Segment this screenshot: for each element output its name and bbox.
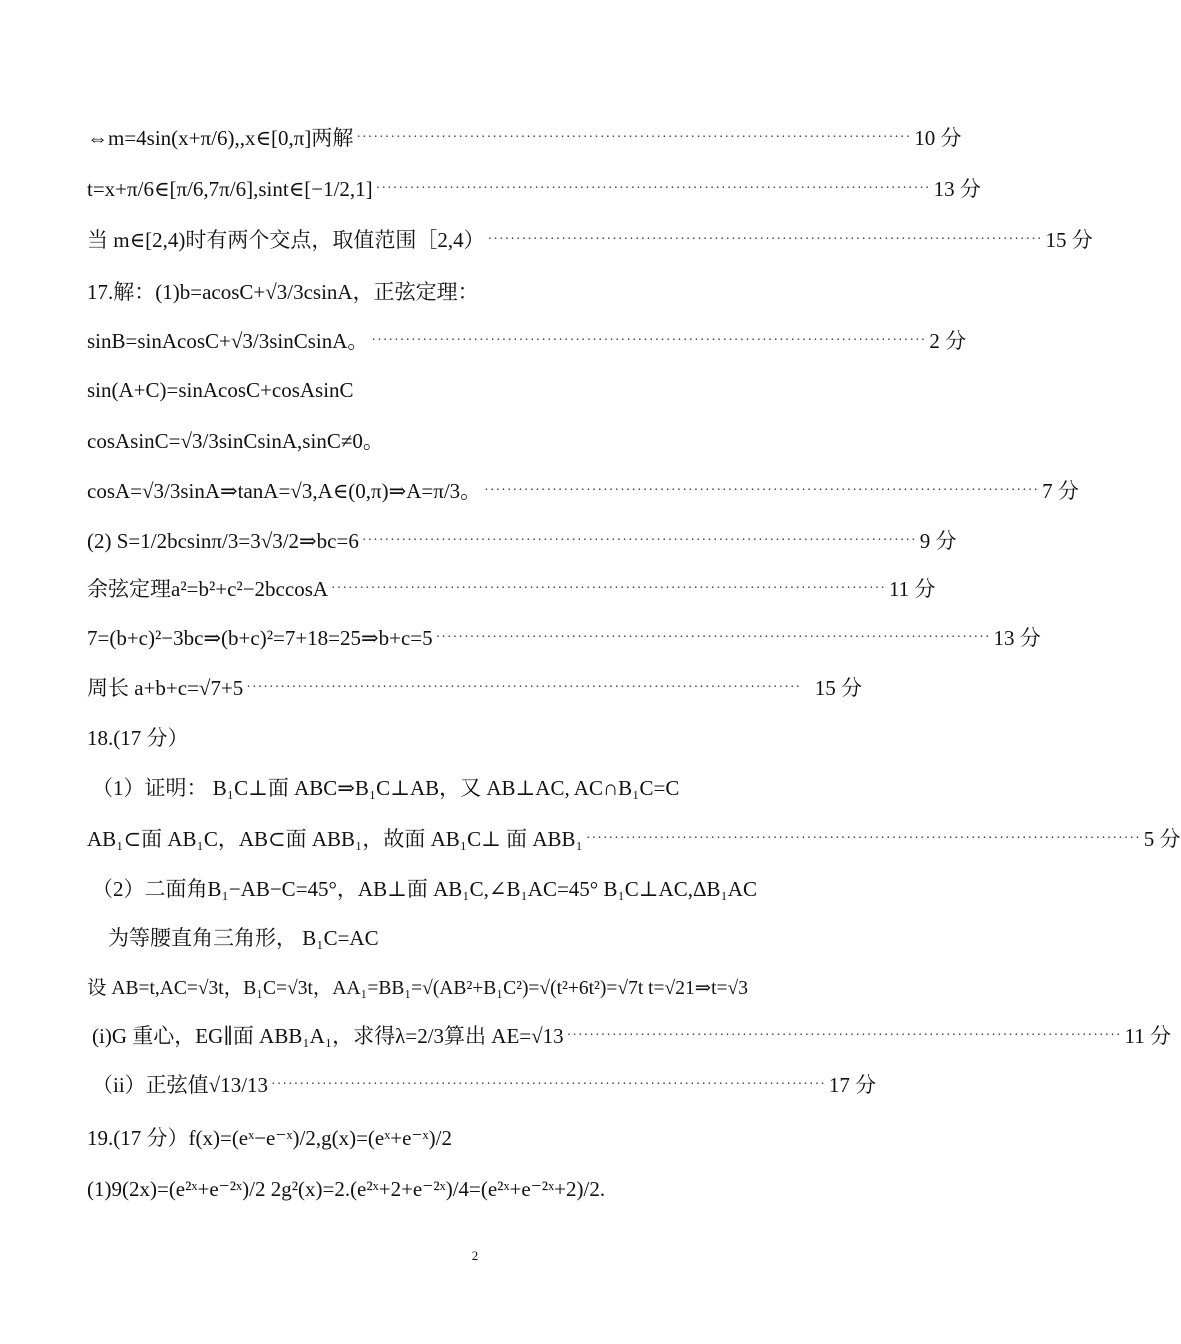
line-text: （ii）正弦值√13/13 xyxy=(92,1073,269,1097)
solution-line xyxy=(87,673,862,703)
line-text: （1）证明： B₁C⊥面 ABC⇒B₁C⊥AB，又 AB⊥AC, AC∩B₁C=C xyxy=(92,776,680,800)
line-text: 19.(17 分）f(x)=(eˣ−e⁻ˣ)/2,g(x)=(eˣ+e⁻ˣ)/2 xyxy=(87,1126,452,1150)
solution-line xyxy=(108,923,862,953)
dot-leader: ·································································································· xyxy=(356,130,912,145)
line-text: 为等腰直角三角形， B₁C=AC xyxy=(108,926,379,950)
line-text: 7=(b+c)²−3bc⇒(b+c)²=7+18=25⇒b+c=5 xyxy=(87,626,433,650)
solution-line xyxy=(87,623,1041,653)
solution-line xyxy=(92,1070,877,1100)
dot-leader: ·································································································· xyxy=(375,181,931,196)
dot-leader: ·································································································· xyxy=(331,581,886,596)
line-text: ⇔m=4sin(x+π/6),,x∈[0,π]两解 xyxy=(87,126,354,150)
dot-leader: ·································································································· xyxy=(585,831,1141,846)
score-label: 9 分 xyxy=(919,529,957,553)
line-text: 当 m∈[2,4)时有两个交点，取值范围［2,4） xyxy=(87,228,485,252)
score-label: 15 分 xyxy=(814,676,862,700)
solution-line xyxy=(87,1174,862,1204)
dot-leader: ·································································································· xyxy=(371,333,927,348)
score-label: 13 分 xyxy=(933,177,981,201)
score-label: 13 分 xyxy=(993,626,1041,650)
solution-line xyxy=(87,225,1093,255)
dot-leader: ·································································································· xyxy=(566,1028,1122,1043)
score-label: 15 分 xyxy=(1045,228,1093,252)
line-text: 设 AB=t,AC=√3t，B₁C=√3t，AA₁=BB₁=√(AB²+B₁C²)=√(t²+6t²)=√7t t=√21⇒t=√3 xyxy=(87,978,748,999)
solution-line xyxy=(87,526,957,556)
problem-heading xyxy=(87,277,862,307)
solution-line xyxy=(87,574,936,604)
dot-leader: ·································································································· xyxy=(435,630,991,645)
solution-line xyxy=(87,426,862,456)
page-number: 2 xyxy=(471,1248,479,1263)
solution-line xyxy=(92,1021,1172,1051)
score-label: 17 分 xyxy=(828,1073,877,1097)
score-label: 11 分 xyxy=(1124,1024,1172,1048)
line-text: sinB=sinAcosC+√3/3sinCsinA。 xyxy=(87,329,369,353)
solution-line xyxy=(87,123,962,153)
dot-leader: ·································································································· xyxy=(484,483,1040,498)
line-text: 18.(17 分） xyxy=(87,726,189,750)
solution-line xyxy=(87,974,862,1004)
problem-heading xyxy=(87,1123,862,1153)
solution-line xyxy=(87,375,862,405)
solution-line xyxy=(87,476,1079,506)
dot-leader: ·································································································· xyxy=(361,533,917,548)
line-text: 余弦定理a²=b²+c²−2bccosA xyxy=(87,577,329,601)
line-text: （2）二面角B₁−AB−C=45°，AB⊥面 AB₁C,∠B₁AC=45° B₁C⊥AC,ΔB₁AC xyxy=(92,877,757,901)
line-text: AB₁⊂面 AB₁C，AB⊂面 ABB₁，故面 AB₁C⊥ 面 ABB₁ xyxy=(87,827,583,851)
line-text: cosAsinC=√3/3sinCsinA,sinC≠0。 xyxy=(87,429,384,453)
problem-heading xyxy=(87,723,862,753)
solution-line xyxy=(87,174,981,204)
solution-line xyxy=(92,773,862,803)
dot-leader: ·································································································· xyxy=(246,680,802,695)
score-label: 11 分 xyxy=(888,577,936,601)
line-text: t=x+π/6∈[π/6,7π/6],sint∈[−1/2,1] xyxy=(87,177,373,201)
line-text: (2) S=1/2bcsinπ/3=3√3/2⇒bc=6 xyxy=(87,529,359,553)
dot-leader: ·································································································· xyxy=(487,232,1043,247)
score-label: 10 分 xyxy=(914,126,962,150)
line-text: 17.解：(1)b=acosC+√3/3csinA，正弦定理： xyxy=(87,280,479,304)
line-text: (1)9(2x)=(e²ˣ+e⁻²ˣ)/2 2g²(x)=2.(e²ˣ+2+e⁻²ˣ)/4=(e²ˣ+e⁻²ˣ+2)/2. xyxy=(87,1177,606,1201)
solution-line xyxy=(92,874,862,904)
solution-line xyxy=(87,326,967,356)
line-text: 周长 a+b+c=√7+5 xyxy=(87,676,244,700)
score-label: 5 分 xyxy=(1143,827,1181,851)
dot-leader: ·································································································· xyxy=(271,1077,826,1092)
solution-line xyxy=(87,824,1181,854)
score-label: 7 分 xyxy=(1042,479,1079,503)
line-text: cosA=√3/3sinA⇒tanA=√3,A∈(0,π)⇒A=π/3。 xyxy=(87,479,482,503)
score-label: 2 分 xyxy=(929,329,967,353)
line-text: (i)G 重心，EG∥面 ABB₁A₁，求得λ=2/3算出 AE=√13 xyxy=(92,1024,564,1048)
line-text: sin(A+C)=sinAcosC+cosAsinC xyxy=(87,378,354,402)
